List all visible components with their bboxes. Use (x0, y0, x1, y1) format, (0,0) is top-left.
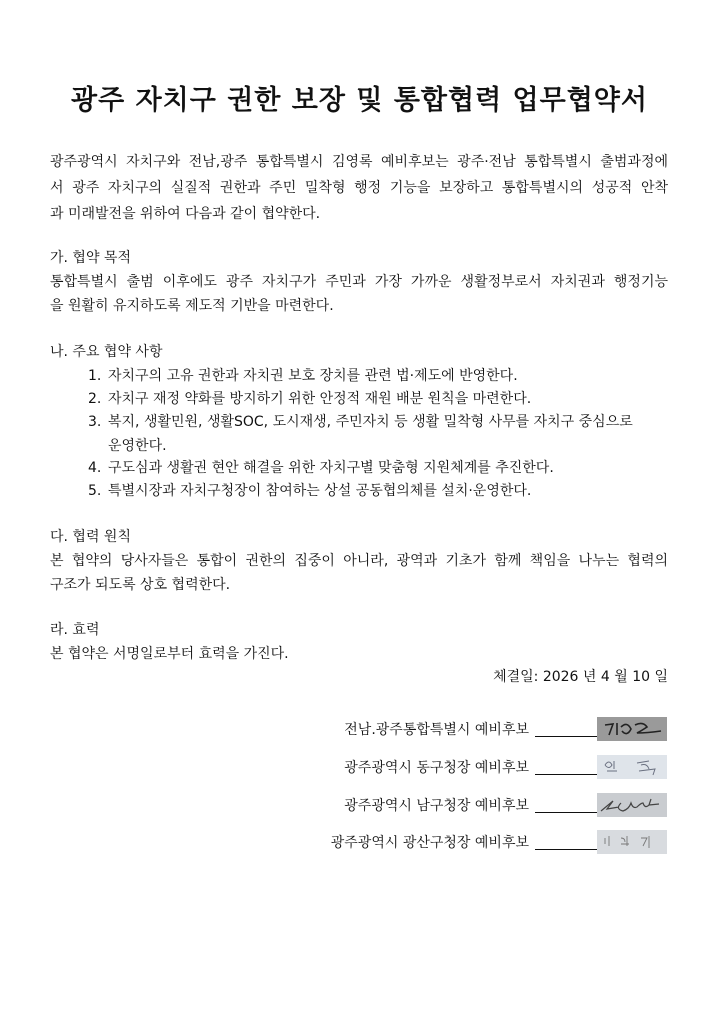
section-line: 통합특별시 출범 이후에도 광주 자치구가 주민과 가장 가까운 생활정부로서 자치권과 행정기능 (50, 274, 668, 290)
signature-image (597, 755, 667, 779)
intro-line: 과 미래발전을 위하여 다음과 같이 협약한다. (50, 206, 321, 222)
document-title: 광주 자치구 권한 보장 및 통합협력 업무협약서 (71, 85, 648, 116)
signature-image (597, 717, 667, 741)
signature-line (535, 798, 597, 813)
section-effect (50, 618, 668, 666)
list-item (88, 456, 554, 480)
signature-row (344, 716, 667, 742)
signature-image (597, 830, 667, 854)
signatory-label: 광주광역시 동구청장 예비후보 (344, 760, 529, 776)
item-number: 4. (88, 460, 102, 476)
item-text: 자치구 재정 약화를 방지하기 위한 안정적 재원 배분 원칙을 마련한다. (108, 391, 532, 407)
item-number: 3. (88, 414, 102, 430)
item-number: 5. (88, 483, 102, 499)
item-text: 특별시장과 자치구청장이 참여하는 상설 공동협의체를 설치·운영한다. (108, 483, 532, 499)
section-heading: 나. 주요 협약 사항 (50, 344, 163, 360)
list-item (88, 364, 518, 388)
list-item (88, 410, 633, 458)
intro-paragraph (50, 150, 668, 226)
item-text: 복지, 생활민원, 생활SOC, 도시재생, 주민자치 등 생활 밀착형 사무를 자치구 중심으로 (108, 414, 633, 430)
item-text: 자치구의 고유 권한과 자치권 보호 장치를 관련 법·제도에 반영한다. (108, 368, 518, 384)
section-principles (50, 525, 668, 597)
item-number: 1. (88, 368, 102, 384)
section-heading: 다. 협력 원칙 (50, 529, 131, 545)
item-text: 운영한다. (108, 438, 167, 454)
list-item (88, 479, 531, 503)
signature-row (344, 754, 667, 780)
signature-line (535, 835, 597, 850)
signature-row (331, 829, 667, 855)
section-line: 본 협약은 서명일로부터 효력을 가진다. (50, 646, 289, 662)
item-text: 구도심과 생활권 현안 해결을 위한 자치구별 맞춤형 지원체계를 추진한다. (108, 460, 554, 476)
signatory-label: 광주광역시 광산구청장 예비후보 (330, 835, 529, 851)
signature-line (535, 760, 597, 775)
signature-image (597, 793, 667, 817)
section-heading: 라. 효력 (50, 622, 100, 638)
signatory-label: 전남.광주통합특별시 예비후보 (344, 722, 529, 738)
section-purpose (50, 246, 668, 318)
intro-line: 광주광역시 자치구와 전남,광주 통합특별시 김영록 예비후보는 광주·전남 통합특별시 출범과정에 (50, 154, 668, 170)
section-line: 구조가 되도록 상호 협력한다. (50, 577, 231, 593)
signature-line (535, 722, 597, 737)
section-heading: 가. 협약 목적 (50, 250, 131, 266)
section-line: 을 원활히 유지하도록 제도적 기반을 마련한다. (50, 298, 334, 314)
signatory-label: 광주광역시 남구청장 예비후보 (344, 798, 529, 814)
signing-date: 체결일: 2026 년 4 월 10 일 (493, 669, 668, 685)
intro-line: 서 광주 자치구의 실질적 권한과 주민 밀착형 행정 기능을 보장하고 통합특별시의 성공적 안착 (50, 180, 668, 196)
section-line: 본 협약의 당사자들은 통합이 권한의 집중이 아니라, 광역과 기초가 함께 책임을 나누는 협력의 (50, 553, 668, 569)
item-number: 2. (88, 391, 102, 407)
list-item (88, 387, 531, 411)
signature-row (344, 792, 667, 818)
section-main-items (50, 340, 668, 364)
